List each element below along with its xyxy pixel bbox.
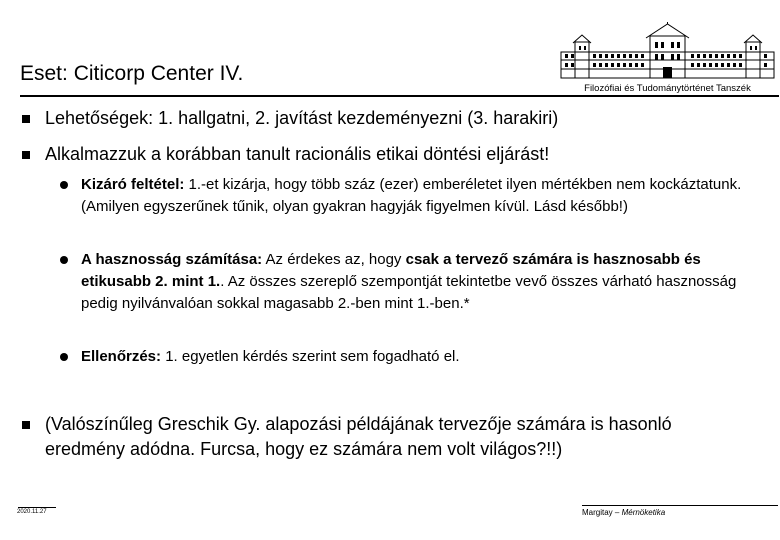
sub-bullet-emphasis: csak a tervező számára is hasznosabb és etikusabb 2. mint 1. xyxy=(81,251,701,290)
sub-bullet-body: Az érdekes az, hogy xyxy=(262,251,406,268)
slide-title: Eset: Citicorp Center IV. xyxy=(20,62,244,85)
bullet-text: (Valószínűleg Greschik Gy. alapozási példájának tervezője számára is hasonló eredmény adódna. Furcsa, hogy ez számára nem volt világos?!!) xyxy=(45,414,672,459)
square-bullet-icon xyxy=(22,115,30,123)
sub-bullet-body: 1.-et kizárja, hogy több száz (ezer) emberéletet ilyen mértékben nem kockáztatunk. (Amilyen egyszerűnek tűnik, olyan gyakran hagyják figyelmen kívül. Lásd később!) xyxy=(81,176,742,215)
university-logo xyxy=(555,22,780,96)
sub-bullet-lead: Ellenőrzés: xyxy=(81,348,162,365)
footer-author xyxy=(582,508,665,517)
bullet-text: Lehetőségek: 1. hallgatni, 2. javítást kezdeményezni (3. harakiri) xyxy=(45,108,559,128)
building-logo-icon xyxy=(555,22,780,82)
square-bullet-icon xyxy=(22,421,30,429)
sub-bullet-lead: A hasznosság számítása: xyxy=(81,251,263,268)
author-name: Margitay – xyxy=(582,508,622,517)
bullet-text: Alkalmazzuk a korábban tanult racionális etikai döntési eljárást! xyxy=(45,144,550,164)
sub-bullet-body: . Az összes szereplő szempontját tekintetbe vevő összes várható hasznosság pedig nyilvánvalóan sokkal magasabb 2.-ben mint 1.-ben.* xyxy=(81,273,737,312)
sub-bullet-body: 1. egyetlen kérdés szerint sem fogadható el. xyxy=(161,348,460,365)
sub-bullet-text xyxy=(81,249,761,315)
round-bullet-icon xyxy=(60,353,68,361)
sub-bullet-lead: Kizáró feltétel: xyxy=(81,176,185,193)
title-divider xyxy=(20,95,779,97)
footer-date: 2020.11.27 xyxy=(17,509,47,515)
round-bullet-icon xyxy=(60,181,68,189)
square-bullet-icon xyxy=(22,151,30,159)
sub-bullet-text xyxy=(81,346,761,368)
department-caption: Filozófiai és Tudománytörténet Tanszék xyxy=(584,83,751,94)
footer-divider-left xyxy=(18,507,56,508)
sub-bullet-text xyxy=(81,174,761,218)
footer-divider-right xyxy=(582,505,778,506)
round-bullet-icon xyxy=(60,256,68,264)
course-name: Mérnöketika xyxy=(621,508,666,517)
